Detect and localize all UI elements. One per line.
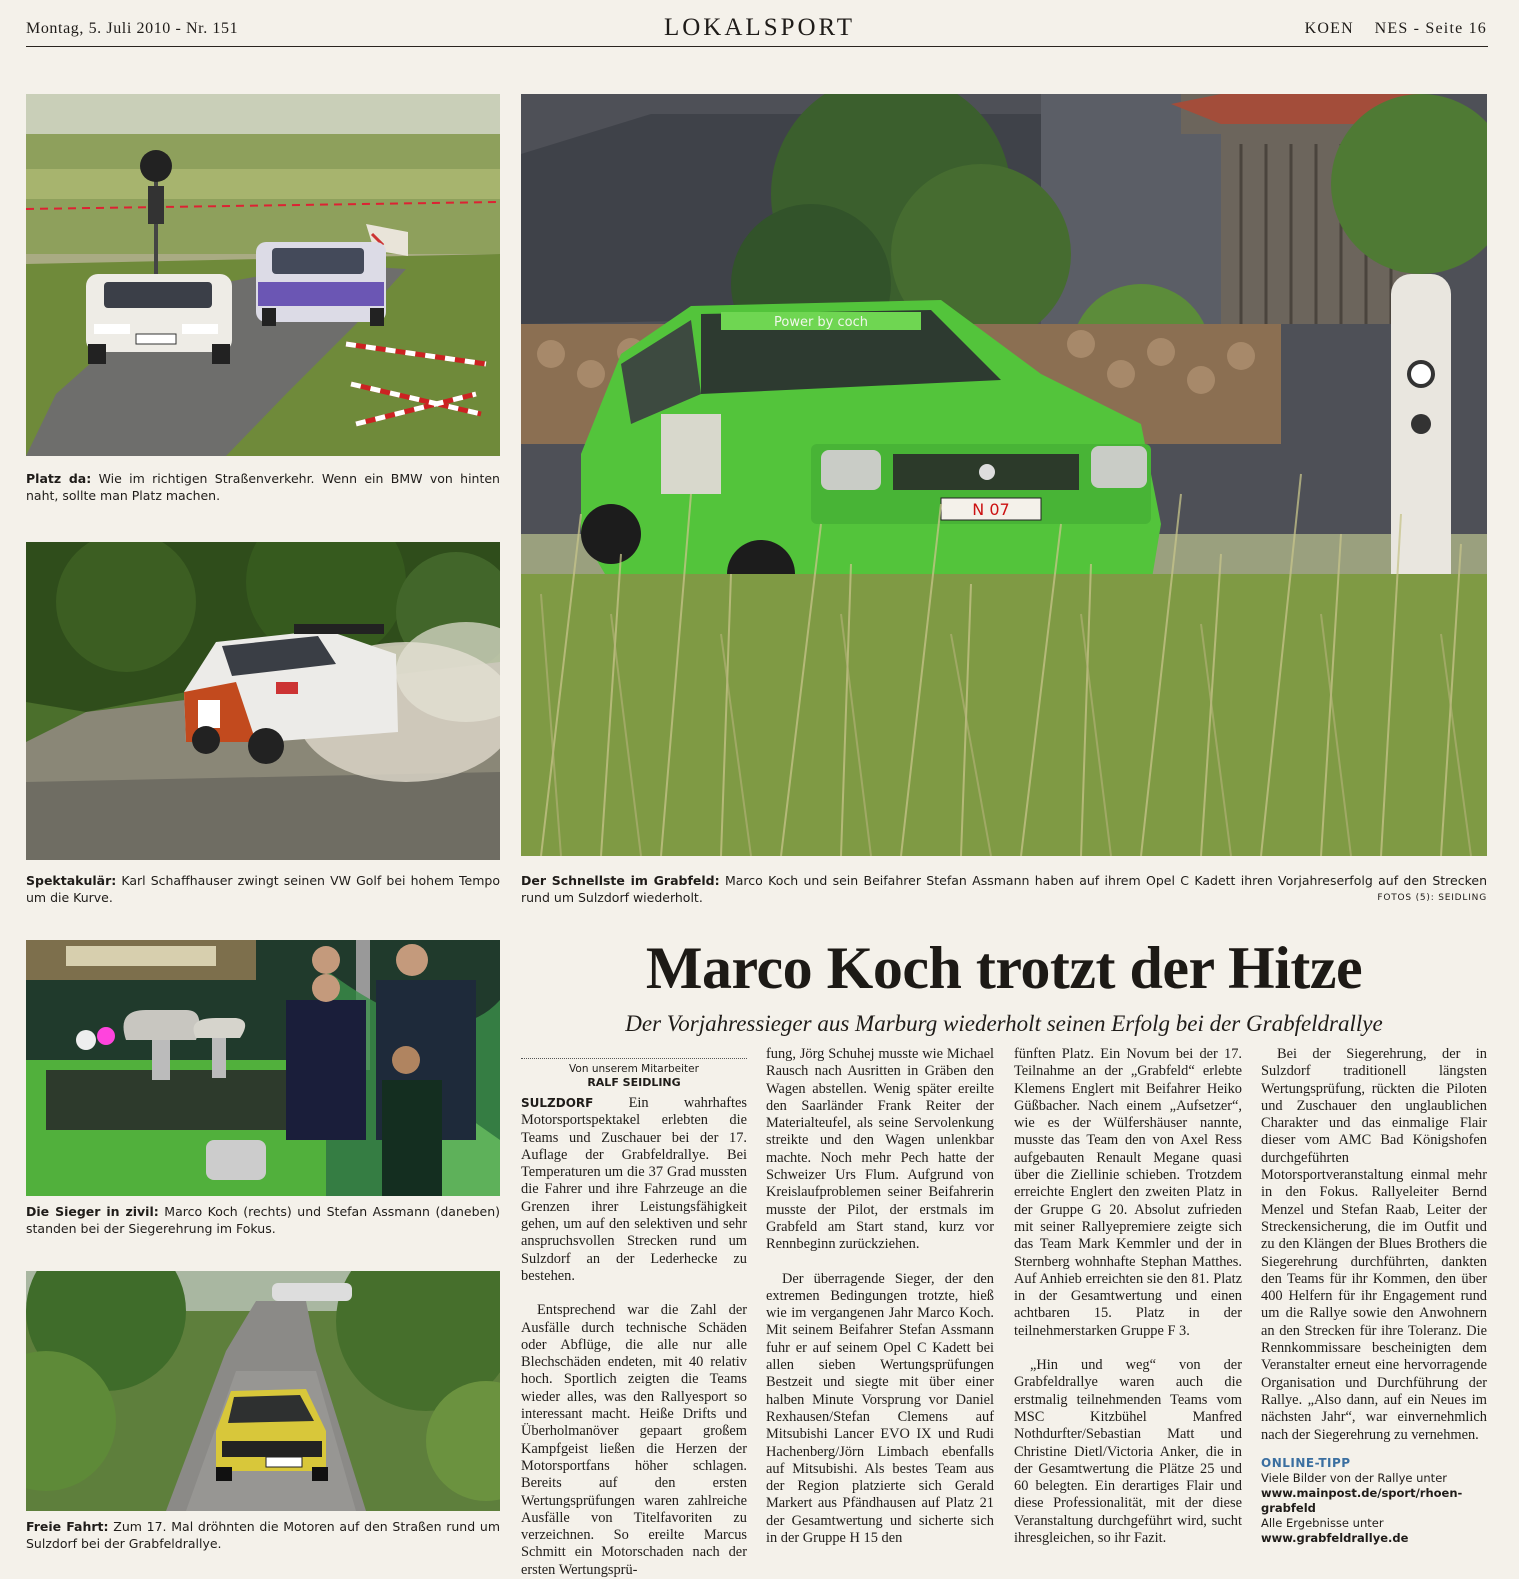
online-tip-heading: ONLINE-TIPP	[1261, 1455, 1351, 1470]
caption-text: Marco Koch und sein Beifahrer Stefan Assmann haben auf ihrem Opel C Kadett ihren Vorjahreserfolg auf den Strecken rund um Sulzdorf wiederholt.	[521, 873, 1487, 905]
byline	[521, 1058, 747, 1089]
header-rule	[26, 46, 1488, 47]
caption-label: Freie Fahrt:	[26, 1519, 109, 1534]
online-tip	[1261, 1456, 1487, 1546]
caption-text: Marco Koch (rechts) und Stefan Assmann (daneben) standen bei der Siegerehrung im Fokus.	[26, 1204, 500, 1236]
paragraph: „Hin und weg“ von der Grabfeldrallye waren auch die erstmalig teilnehmenden Teams vom MSC Kitzbühel Manfred Nothdurfter/Sebastian Matt und Christine Dietl/Victoria Anker, die in der Gesamtwertung die Plätze 25 und 60 belegten. Ein derartiges Flair und diese Professionalität, mit der diese Veranstaltung durchgeführt wird, sucht ihresgleichen, so ihr Fazit.	[1014, 1357, 1242, 1547]
caption-label: Spektakulär:	[26, 873, 117, 888]
paragraph: Entsprechend war die Zahl der Ausfälle durch technische Schäden oder Abflüge, die alle nur alle Blechschäden endeten, mit 40 relativ hoch. Sportlich zeigten die Teams wieder alles, was den Rallyesport so interessant macht. Heiße Drifts und Überholmanöver gepaart großem Kampfgeist ließen die Herzen der Motorsportfans höher schlagen. Bereits auf den ersten Wertungsprüfungen waren zahlreiche Ausfälle von Titelfavoriten zu verzeichnen. So ereilte Marcus Schmitt ein Motorschaden nach der ersten Wertungsprü-	[521, 1302, 747, 1578]
caption-spektakulaer	[26, 872, 500, 906]
byline-author: RALF SEIDLING	[587, 1076, 681, 1089]
online-tip-text: Viele Bilder von der Rallye unter	[1261, 1470, 1447, 1485]
paragraph: fung, Jörg Schuhej musste wie Michael Rausch nach Ausritten in Gräben den Wagen abstellen. Wenig später ereilte den Saarländer Frank Reiter der Materialteufel, als seine Servolenkung streikte und den Wagen unlenkbar machte. Noch mehr Pech hatte der Schweizer Urs Flum. Aufgrund von Kreislaufproblemen seiner Beifahrerin musste der Pilot, der erstmals im Grabfeld am Start stand, kurz vor Rennbeginn zurückziehen.	[766, 1046, 994, 1253]
caption-text: Zum 17. Mal dröhnten die Motoren auf den Straßen rund um Sulzdorf bei der Grabfeldrallye.	[26, 1519, 500, 1551]
online-tip-link-results[interactable]: www.grabfeldrallye.de	[1261, 1530, 1409, 1545]
license-plate: N 07	[972, 500, 1010, 519]
paragraph: Bei der Siegerehrung, der in Sulzdorf traditionell längsten Wertungsprüfung, rückten die Piloten und Zuschauer den unglaublichen Charakter und das einmalige Flair dieser vom AMC Bad Königshofen durchgeführten Motorsportveranstaltung einmal mehr in den Fokus. Rallyeleiter Bernd Menzel und Stefan Raab, Leiter der Streckensicherung, die im Outfit und zu den Klängen der Blues Brothers die Siegerehrung durchführten, dankten den Teams für ihr Kommen, den über 400 Helfern für ihr Engagement rund um die Rallye sowie den Anwohnern an den Strecken für ihre Toleranz. Die Rennkommissare bescheinigten dem Veranstalter erneut eine hervorragende Organisation und Durchführung der Rallye. „Also dann, auf ein Neues im nächsten Jahr“, war einvernehmlich nach der Siegerehrung zu vernehmen.	[1261, 1046, 1487, 1443]
page-number: KOEN NES - Seite 16	[1304, 20, 1487, 37]
dateline: SULZDORF	[521, 1096, 594, 1110]
paragraph: fünften Platz. Ein Novum bei der 17. Teilnahme an der „Grabfeld“ erlebte Klemens Englert mit Beifahrer Heiko Güßbacher. Nach einem „Aufsetzer“, wie es der Wülfershäuser nannte, musste das Team den von Axel Ress aufgebauten Renault Megane quasi über die Ziellinie schieben. Trotzdem erreichte Englert den zweiten Platz in der Gruppe G 20. Absolut zufrieden mit seiner Rallyepremiere zeigte sich das Team Mark Kemmler und der in Sternberg wohnhafte Stephan Matthes. Auf Anhieb erreichten sie den 81. Platz in der Gesamtwertung und einen achtbaren 15. Platz in der teilnehmerstarken Gruppe F 3.	[1014, 1046, 1242, 1339]
caption-freie-fahrt	[26, 1518, 500, 1552]
article-subheadline: Der Vorjahressieger aus Marburg wiederholt seinen Erfolg bei der Grabfeldrallye	[625, 1011, 1383, 1036]
paragraph: Der überragende Sieger, der den extremen Bedingungen trotzte, hieß wie im vergangenen Jahr Marco Koch. Mit seinem Beifahrer Stefan Assmann fuhr er auf seinem Opel C Kadett bei allen sieben Wertungsprüfungen Bestzeit und siegte mit über einer halben Minute Vorsprung vor Daniel Rexhausen/Stefan Clemens auf Mitsubishi Lancer EVO IX und Rudi Hachenberg/Jörn Limbach ebenfalls auf Mitsubishi. Als bestes Team aus der Region platzierte sich Gerald Markert aus Pfändhausen auf Platz 21 der Gesamtwertung und sicherte sich in der Gruppe H 15 den	[766, 1270, 994, 1547]
caption-platz-da	[26, 470, 500, 504]
paragraph-text: Ein wahrhaftes Motorsportspektakel erlebten die Teams und Zuschauer bei der 17. Auflage der Grabfeldrallye. Bei Temperaturen um die 37 Grad mussten die Fahrer und ihre Fahrzeuge an die Grenzen ihrer Leistungsfähigkeit gehen, um auf den selektiven und sehr anspruchsvollen Strecken rund um Sulzdorf an der Lederhecke zu bestehen.	[521, 1095, 747, 1284]
article-column-2	[766, 1046, 994, 1547]
photo-schnellste	[521, 94, 1487, 856]
paragraph	[521, 1095, 747, 1285]
caption-schnellste	[521, 872, 1487, 906]
caption-text: Wie im richtigen Straßenverkehr. Wenn ein BMW von hinten naht, sollte man Platz machen.	[26, 471, 500, 503]
photo-spektakulaer	[26, 542, 500, 860]
caption-label: Die Sieger in zivil:	[26, 1204, 159, 1219]
article-column-1	[521, 1058, 747, 1579]
issue-date: Montag, 5. Juli 2010 - Nr. 151	[26, 20, 239, 37]
section-title: LOKALSPORT	[663, 14, 855, 41]
caption-label: Platz da:	[26, 471, 92, 486]
online-tip-link-photos[interactable]: www.mainpost.de/sport/rhoen-grabfeld	[1261, 1485, 1463, 1515]
online-tip-text: Alle Ergebnisse unter	[1261, 1515, 1384, 1530]
article-column-3	[1014, 1046, 1242, 1547]
byline-intro: Von unserem Mitarbeiter	[569, 1063, 699, 1075]
windshield-banner: Power by coch	[773, 315, 869, 330]
photo-platz-da	[26, 94, 500, 456]
article-headline: Marco Koch trotzt der Hitze	[645, 935, 1363, 1001]
photo-sieger	[26, 940, 500, 1196]
caption-text: Karl Schaffhauser zwingt seinen VW Golf bei hohem Tempo um die Kurve.	[26, 873, 500, 905]
caption-label: Der Schnellste im Grabfeld:	[521, 873, 720, 888]
caption-sieger	[26, 1203, 500, 1237]
photo-credit: FOTOS (5): SEIDLING	[1377, 893, 1487, 903]
photo-freie-fahrt	[26, 1271, 500, 1511]
article-column-4	[1261, 1046, 1487, 1546]
